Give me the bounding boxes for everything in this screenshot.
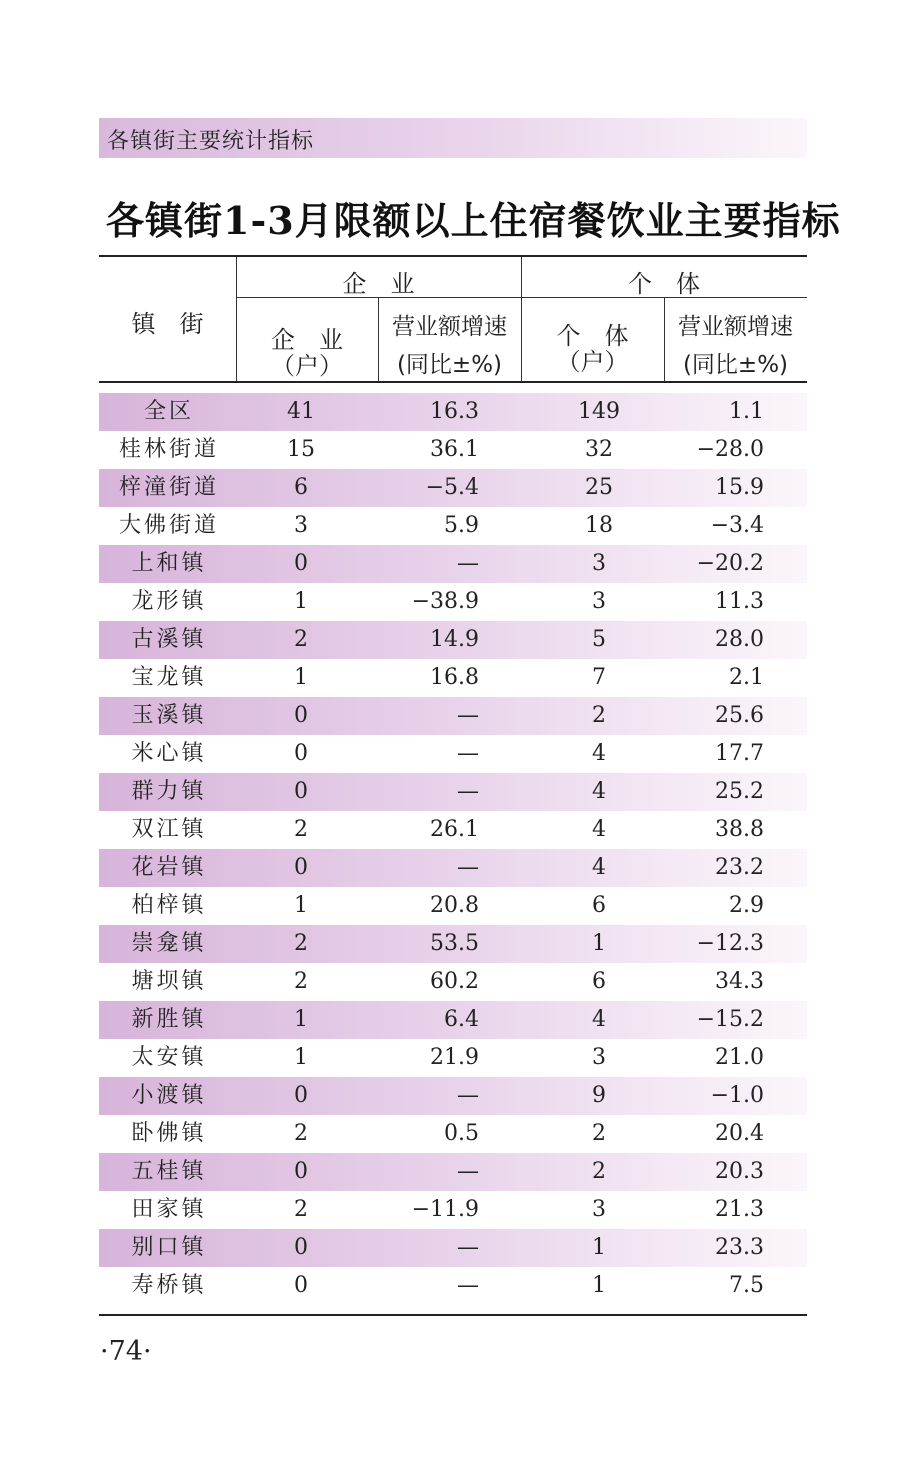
table-row	[99, 963, 807, 1001]
enterprise-growth-cell: 20.8	[430, 893, 479, 918]
enterprise-growth-cell: −11.9	[411, 1197, 479, 1222]
table-row	[99, 1191, 807, 1229]
enterprise-count-cell: 6	[294, 475, 308, 500]
table-row	[99, 1153, 807, 1191]
enterprise-growth-cell: 14.9	[430, 627, 479, 652]
individual-growth-cell: 7.5	[729, 1273, 764, 1298]
enterprise-growth-cell: —	[457, 779, 479, 804]
table-row	[99, 583, 807, 621]
enterprise-count-cell: 3	[294, 513, 308, 538]
individual-count-cell: 2	[592, 1121, 606, 1146]
header-bottom-rule	[99, 381, 807, 383]
enterprise-count-cell: 0	[294, 741, 308, 766]
town-name-cell: 宝龙镇	[131, 665, 207, 690]
table-row	[99, 659, 807, 697]
individual-count-cell: 1	[592, 931, 606, 956]
table-row	[99, 1077, 807, 1115]
enterprise-count-cell: 15	[287, 437, 315, 462]
town-name-cell: 梓潼街道	[118, 475, 219, 500]
individual-growth-cell: 25.6	[715, 703, 764, 728]
individual-count-cell: 9	[592, 1083, 606, 1108]
enterprise-count-cell: 0	[294, 551, 308, 576]
town-name-cell: 大佛街道	[118, 513, 219, 538]
town-name-cell: 玉溪镇	[131, 703, 207, 728]
enterprise-growth-cell: 16.8	[430, 665, 479, 690]
enterprise-growth-cell: —	[457, 1273, 479, 1298]
header-individual-group: 个 体	[628, 270, 700, 298]
individual-count-cell: 32	[585, 437, 613, 462]
town-name-cell: 群力镇	[131, 779, 207, 804]
enterprise-count-cell: 2	[294, 1121, 308, 1146]
individual-growth-cell: 11.3	[715, 589, 764, 614]
enterprise-growth-cell: 16.3	[430, 399, 479, 424]
table-row	[99, 1229, 807, 1267]
town-name-cell: 古溪镇	[131, 627, 207, 652]
enterprise-count-cell: 0	[294, 1235, 308, 1260]
enterprise-growth-cell: —	[457, 741, 479, 766]
individual-count-cell: 5	[592, 627, 606, 652]
enterprise-growth-cell: 6.4	[444, 1007, 479, 1032]
enterprise-count-cell: 2	[294, 931, 308, 956]
enterprise-count-cell: 0	[294, 1273, 308, 1298]
individual-count-cell: 3	[592, 589, 606, 614]
individual-count-cell: 18	[585, 513, 613, 538]
enterprise-count-cell: 1	[294, 893, 308, 918]
town-name-cell: 田家镇	[131, 1197, 207, 1222]
enterprise-growth-cell: —	[457, 1083, 479, 1108]
town-name-cell: 五桂镇	[131, 1159, 207, 1184]
individual-growth-cell: 15.9	[715, 475, 764, 500]
individual-growth-cell: 20.4	[715, 1121, 764, 1146]
town-name-cell: 别口镇	[131, 1235, 207, 1260]
header-individual-count: 个 体	[556, 322, 629, 350]
individual-count-cell: 1	[592, 1273, 606, 1298]
individual-growth-cell: 21.3	[715, 1197, 764, 1222]
town-name-cell: 柏梓镇	[131, 893, 207, 918]
individual-count-cell: 3	[592, 551, 606, 576]
table-row	[99, 621, 807, 659]
enterprise-growth-cell: 60.2	[430, 969, 479, 994]
table-row	[99, 1267, 807, 1305]
table-row	[99, 735, 807, 773]
individual-growth-cell: 25.2	[715, 779, 764, 804]
town-name-cell: 太安镇	[131, 1045, 207, 1070]
header-enterprise-group: 企 业	[342, 270, 415, 298]
town-name-cell: 崇龛镇	[131, 931, 207, 956]
table-row	[99, 811, 807, 849]
individual-count-cell: 4	[592, 741, 606, 766]
table-bottom-rule	[99, 1314, 807, 1316]
enterprise-count-cell: 2	[294, 817, 308, 842]
table-row	[99, 507, 807, 545]
individual-count-cell: 4	[592, 779, 606, 804]
town-name-cell: 卧佛镇	[131, 1121, 207, 1146]
table-row	[99, 1115, 807, 1153]
table-row	[99, 697, 807, 735]
section-label: 各镇街主要统计指标	[107, 129, 315, 154]
individual-growth-cell: 28.0	[715, 627, 764, 652]
table-top-rule	[99, 255, 807, 257]
individual-growth-cell: 34.3	[715, 969, 764, 994]
individual-growth-cell: −3.4	[710, 513, 764, 538]
individual-count-cell: 2	[592, 1159, 606, 1184]
individual-growth-cell: 2.1	[729, 665, 764, 690]
town-name-cell: 全区	[143, 399, 194, 424]
individual-growth-cell: 23.3	[715, 1235, 764, 1260]
enterprise-growth-cell: —	[457, 1235, 479, 1260]
individual-growth-cell: 20.3	[715, 1159, 764, 1184]
enterprise-count-cell: 41	[287, 399, 315, 424]
table-row	[99, 773, 807, 811]
header-individual-growth-unit: (同比±%)	[682, 352, 789, 378]
individual-count-cell: 1	[592, 1235, 606, 1260]
individual-growth-cell: 17.7	[715, 741, 764, 766]
enterprise-growth-cell: 5.9	[444, 513, 479, 538]
enterprise-growth-cell: —	[457, 1159, 479, 1184]
header-enterprise-count: 企 业	[271, 326, 343, 354]
enterprise-count-cell: 2	[294, 969, 308, 994]
table-row	[99, 469, 807, 507]
header-enterprise-count-unit: （户）	[271, 352, 343, 380]
town-name-cell: 上和镇	[131, 551, 207, 576]
table-row	[99, 431, 807, 469]
enterprise-count-cell: 2	[294, 627, 308, 652]
individual-count-cell: 3	[592, 1045, 606, 1070]
town-name-cell: 塘坝镇	[131, 969, 207, 994]
table-body	[99, 393, 807, 1305]
enterprise-count-cell: 0	[294, 1159, 308, 1184]
header-individual-count-unit: （户）	[556, 348, 629, 376]
individual-count-cell: 2	[592, 703, 606, 728]
table-row	[99, 1039, 807, 1077]
table-row	[99, 849, 807, 887]
header-enterprise-growth-unit: (同比±%)	[396, 352, 503, 378]
header-enterprise-growth: 营业额增速	[392, 314, 507, 340]
enterprise-growth-cell: —	[457, 551, 479, 576]
town-name-cell: 小渡镇	[131, 1083, 207, 1108]
individual-growth-cell: −1.0	[710, 1083, 764, 1108]
town-name-cell: 米心镇	[131, 741, 207, 766]
table-row	[99, 925, 807, 963]
enterprise-count-cell: 0	[294, 703, 308, 728]
enterprise-growth-cell: 26.1	[430, 817, 479, 842]
enterprise-count-cell: 2	[294, 1197, 308, 1222]
individual-count-cell: 6	[592, 893, 606, 918]
individual-count-cell: 149	[578, 399, 620, 424]
table-row	[99, 1001, 807, 1039]
individual-growth-cell: 23.2	[715, 855, 764, 880]
page-number: ·74·	[100, 1336, 152, 1367]
header-individual-growth: 营业额增速	[678, 314, 793, 340]
town-name-cell: 花岩镇	[131, 855, 207, 880]
individual-growth-cell: 38.8	[715, 817, 764, 842]
individual-growth-cell: −15.2	[696, 1007, 764, 1032]
enterprise-growth-cell: 21.9	[430, 1045, 479, 1070]
enterprise-count-cell: 1	[294, 1045, 308, 1070]
town-name-cell: 龙形镇	[131, 589, 207, 614]
individual-count-cell: 4	[592, 855, 606, 880]
enterprise-count-cell: 1	[294, 589, 308, 614]
enterprise-growth-cell: 53.5	[430, 931, 479, 956]
individual-growth-cell: 2.9	[729, 893, 764, 918]
town-name-cell: 桂林街道	[118, 437, 219, 462]
table-row	[99, 393, 807, 431]
table-row	[99, 887, 807, 925]
individual-growth-cell: −20.2	[696, 551, 764, 576]
enterprise-count-cell: 1	[294, 1007, 308, 1032]
town-name-cell: 新胜镇	[131, 1007, 207, 1032]
section-header-band	[99, 118, 807, 158]
table-row	[99, 545, 807, 583]
enterprise-growth-cell: 0.5	[444, 1121, 479, 1146]
enterprise-count-cell: 0	[294, 779, 308, 804]
enterprise-growth-cell: —	[457, 703, 479, 728]
header-town: 镇 街	[131, 310, 204, 338]
town-name-cell: 双江镇	[131, 817, 207, 842]
individual-count-cell: 25	[585, 475, 613, 500]
enterprise-count-cell: 0	[294, 855, 308, 880]
individual-growth-cell: 21.0	[715, 1045, 764, 1070]
individual-growth-cell: −28.0	[696, 437, 764, 462]
enterprise-growth-cell: —	[457, 855, 479, 880]
enterprise-growth-cell: −38.9	[411, 589, 479, 614]
page-title: 各镇街1-3月限额以上住宿餐饮业主要指标	[106, 198, 841, 243]
individual-count-cell: 6	[592, 969, 606, 994]
individual-count-cell: 3	[592, 1197, 606, 1222]
individual-count-cell: 4	[592, 1007, 606, 1032]
enterprise-count-cell: 0	[294, 1083, 308, 1108]
individual-count-cell: 7	[592, 665, 606, 690]
enterprise-count-cell: 1	[294, 665, 308, 690]
individual-count-cell: 4	[592, 817, 606, 842]
town-name-cell: 寿桥镇	[131, 1273, 207, 1298]
individual-growth-cell: −12.3	[696, 931, 764, 956]
enterprise-growth-cell: −5.4	[425, 475, 479, 500]
individual-growth-cell: 1.1	[729, 399, 764, 424]
enterprise-growth-cell: 36.1	[430, 437, 479, 462]
